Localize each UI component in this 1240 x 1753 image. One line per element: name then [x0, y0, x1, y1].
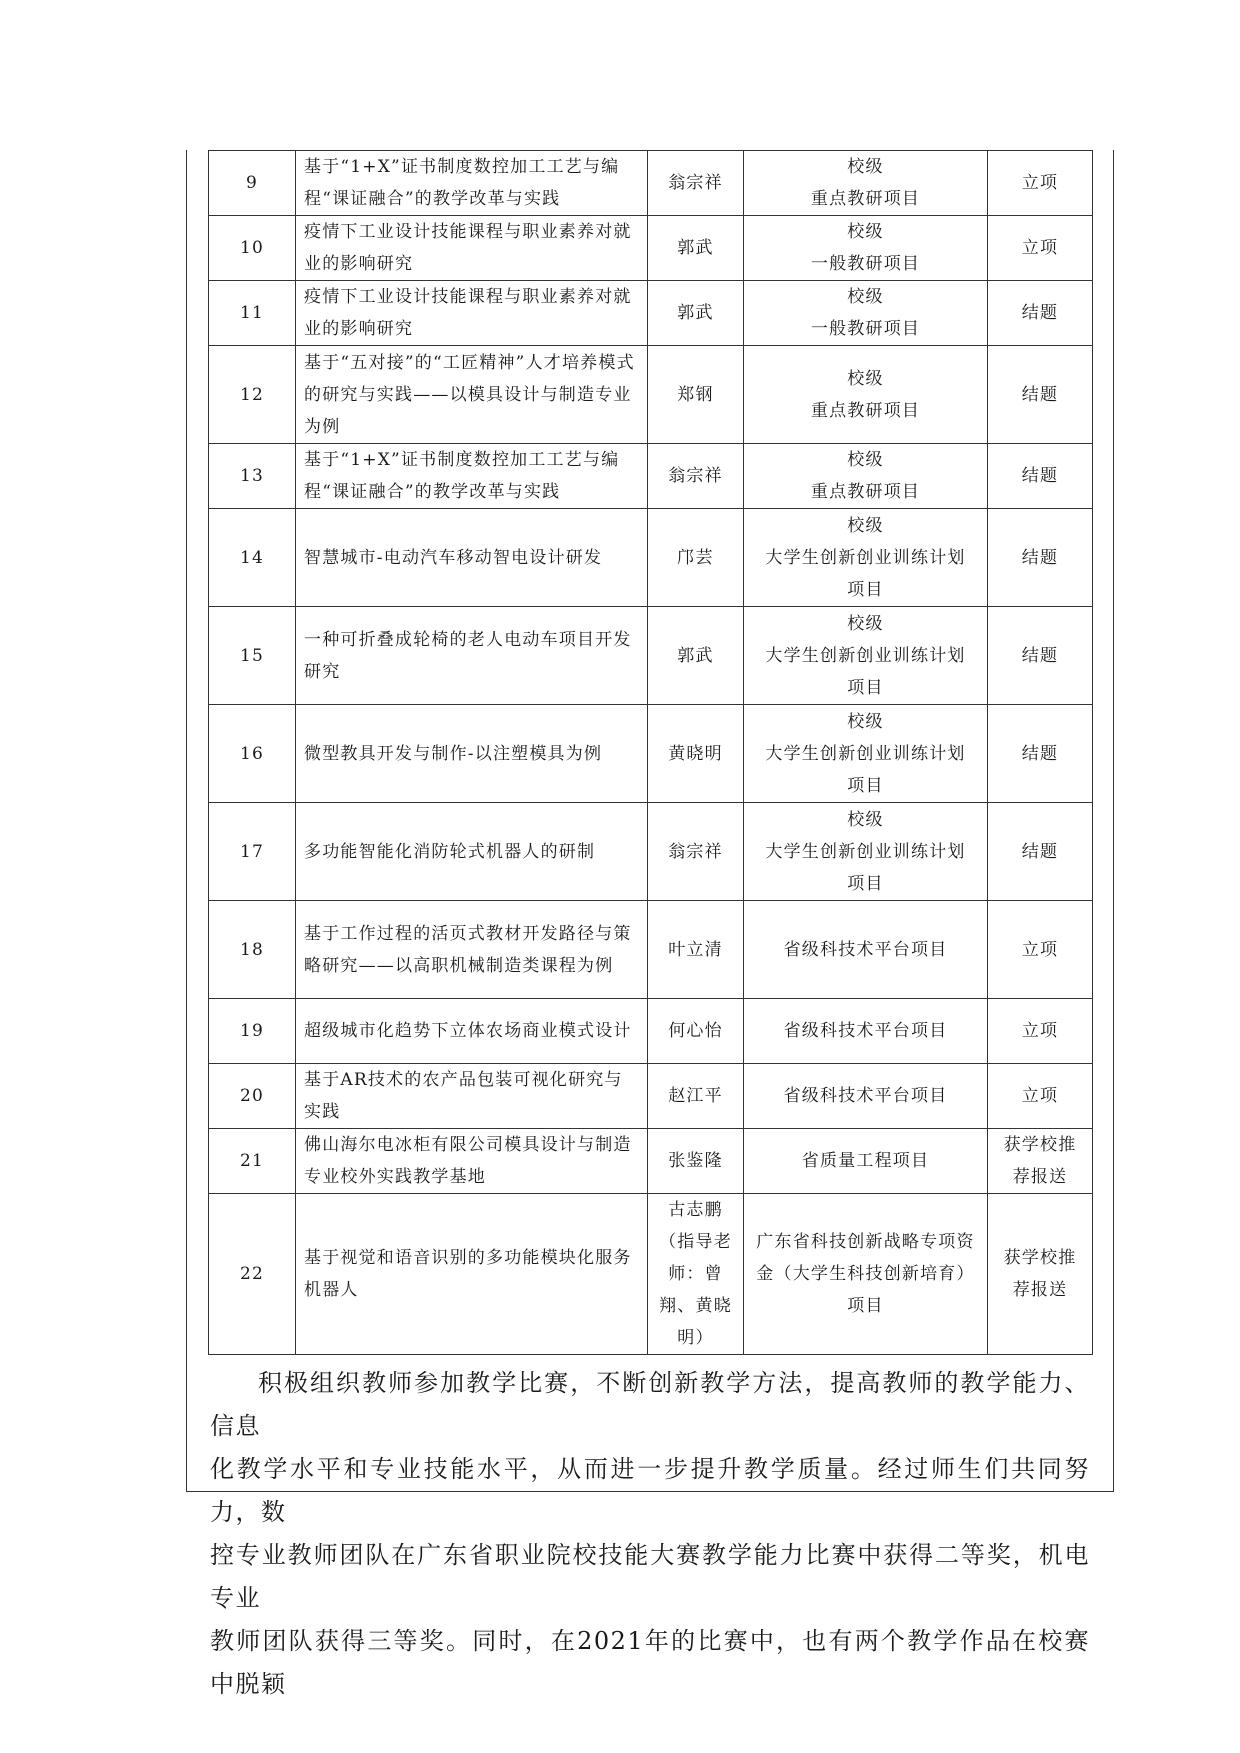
table-row: [209, 705, 1093, 803]
project-title: 多功能智能化消防轮式机器人的研制: [296, 803, 648, 901]
table-row: [209, 216, 1093, 281]
project-leader: 叶立清: [648, 901, 744, 999]
project-leader: 郑钢: [648, 346, 744, 444]
table-row: [209, 151, 1093, 216]
project-leader: 赵江平: [648, 1064, 744, 1129]
project-status: 结题: [988, 281, 1093, 346]
row-number: 18: [209, 901, 296, 999]
paragraph-line: 控专业教师团队在广东省职业院校技能大赛教学能力比赛中获得二等奖，机电专业: [210, 1541, 1090, 1612]
project-title: 基于工作过程的活页式教材开发路径与策略研究——以高职机械制造类课程为例: [296, 901, 648, 999]
project-leader: 张鉴隆: [648, 1129, 744, 1194]
project-level: 校级 重点教研项目: [744, 151, 988, 216]
table-row: [209, 346, 1093, 444]
table-row: [209, 509, 1093, 607]
project-status: 结题: [988, 607, 1093, 705]
project-status: 结题: [988, 509, 1093, 607]
project-leader: 郭武: [648, 216, 744, 281]
project-title: 佛山海尔电冰柜有限公司模具设计与制造专业校外实践教学基地: [296, 1129, 648, 1194]
table-row: [209, 1194, 1093, 1355]
table-row: [209, 803, 1093, 901]
project-title: 智慧城市-电动汽车移动智电设计研发: [296, 509, 648, 607]
project-title: 疫情下工业设计技能课程与职业素养对就业的影响研究: [296, 281, 648, 346]
row-number: 13: [209, 444, 296, 509]
project-status: 立项: [988, 999, 1093, 1064]
project-level: 广东省科技创新战略专项资金（大学生科技创新培育）项目: [744, 1194, 988, 1355]
project-title: 基于“1+X”证书制度数控加工工艺与编程“课证融合”的教学改革与实践: [296, 151, 648, 216]
project-level: 校级 一般教研项目: [744, 281, 988, 346]
row-number: 11: [209, 281, 296, 346]
row-number: 21: [209, 1129, 296, 1194]
project-table: [208, 150, 1093, 1355]
project-status: 结题: [988, 705, 1093, 803]
project-title: 一种可折叠成轮椅的老人电动车项目开发研究: [296, 607, 648, 705]
body-paragraph: [186, 1362, 1114, 1706]
row-number: 10: [209, 216, 296, 281]
row-number: 16: [209, 705, 296, 803]
table-row: [209, 999, 1093, 1064]
row-number: 14: [209, 509, 296, 607]
project-leader: 古志鹏（指导老师：曾翔、黄晓明）: [648, 1194, 744, 1355]
project-title: 基于“1+X”证书制度数控加工工艺与编程“课证融合”的教学改革与实践: [296, 444, 648, 509]
project-level: 校级 重点教研项目: [744, 346, 988, 444]
project-level: 校级 一般教研项目: [744, 216, 988, 281]
project-status: 立项: [988, 151, 1093, 216]
project-status: 立项: [988, 901, 1093, 999]
project-status: 结题: [988, 444, 1093, 509]
project-title: 超级城市化趋势下立体农场商业模式设计: [296, 999, 648, 1064]
table-row: [209, 1129, 1093, 1194]
project-status: 立项: [988, 1064, 1093, 1129]
project-level: 校级 重点教研项目: [744, 444, 988, 509]
paragraph-line: 化教学水平和专业技能水平，从而进一步提升教学质量。经过师生们共同努力，数: [210, 1455, 1090, 1526]
project-level: 省级科技术平台项目: [744, 999, 988, 1064]
project-status: 结题: [988, 803, 1093, 901]
project-level: 校级 大学生创新创业训练计划 项目: [744, 509, 988, 607]
project-level: 校级 大学生创新创业训练计划 项目: [744, 803, 988, 901]
paragraph-line: 积极组织教师参加教学比赛，不断创新教学方法，提高教师的教学能力、信息: [210, 1369, 1090, 1440]
table-row: [209, 607, 1093, 705]
project-title: 基于“五对接”的“工匠精神”人才培养模式的研究与实践——以模具设计与制造专业为例: [296, 346, 648, 444]
row-number: 12: [209, 346, 296, 444]
table-row: [209, 1064, 1093, 1129]
project-title: 微型教具开发与制作-以注塑模具为例: [296, 705, 648, 803]
project-leader: 黄晓明: [648, 705, 744, 803]
project-level: 校级 大学生创新创业训练计划 项目: [744, 607, 988, 705]
project-level: 省质量工程项目: [744, 1129, 988, 1194]
project-leader: 翁宗祥: [648, 803, 744, 901]
project-level: 校级 大学生创新创业训练计划 项目: [744, 705, 988, 803]
row-number: 15: [209, 607, 296, 705]
project-title: 基于视觉和语音识别的多功能模块化服务机器人: [296, 1194, 648, 1355]
paragraph-line: 教师团队获得三等奖。同时，在2021年的比赛中，也有两个教学作品在校赛中脱颖: [210, 1627, 1090, 1698]
project-status: 获学校推荐报送: [988, 1129, 1093, 1194]
project-status: 结题: [988, 346, 1093, 444]
row-number: 22: [209, 1194, 296, 1355]
project-leader: 翁宗祥: [648, 444, 744, 509]
project-leader: 郭武: [648, 281, 744, 346]
project-title: 基于AR技术的农产品包装可视化研究与实践: [296, 1064, 648, 1129]
project-leader: 郭武: [648, 607, 744, 705]
row-number: 19: [209, 999, 296, 1064]
project-title: 疫情下工业设计技能课程与职业素养对就业的影响研究: [296, 216, 648, 281]
project-leader: 邝芸: [648, 509, 744, 607]
project-leader: 翁宗祥: [648, 151, 744, 216]
project-leader: 何心怡: [648, 999, 744, 1064]
row-number: 9: [209, 151, 296, 216]
project-status: 获学校推荐报送: [988, 1194, 1093, 1355]
row-number: 20: [209, 1064, 296, 1129]
table-row: [209, 901, 1093, 999]
row-number: 17: [209, 803, 296, 901]
table-row: [209, 281, 1093, 346]
project-level: 省级科技术平台项目: [744, 1064, 988, 1129]
project-status: 立项: [988, 216, 1093, 281]
table-row: [209, 444, 1093, 509]
project-level: 省级科技术平台项目: [744, 901, 988, 999]
